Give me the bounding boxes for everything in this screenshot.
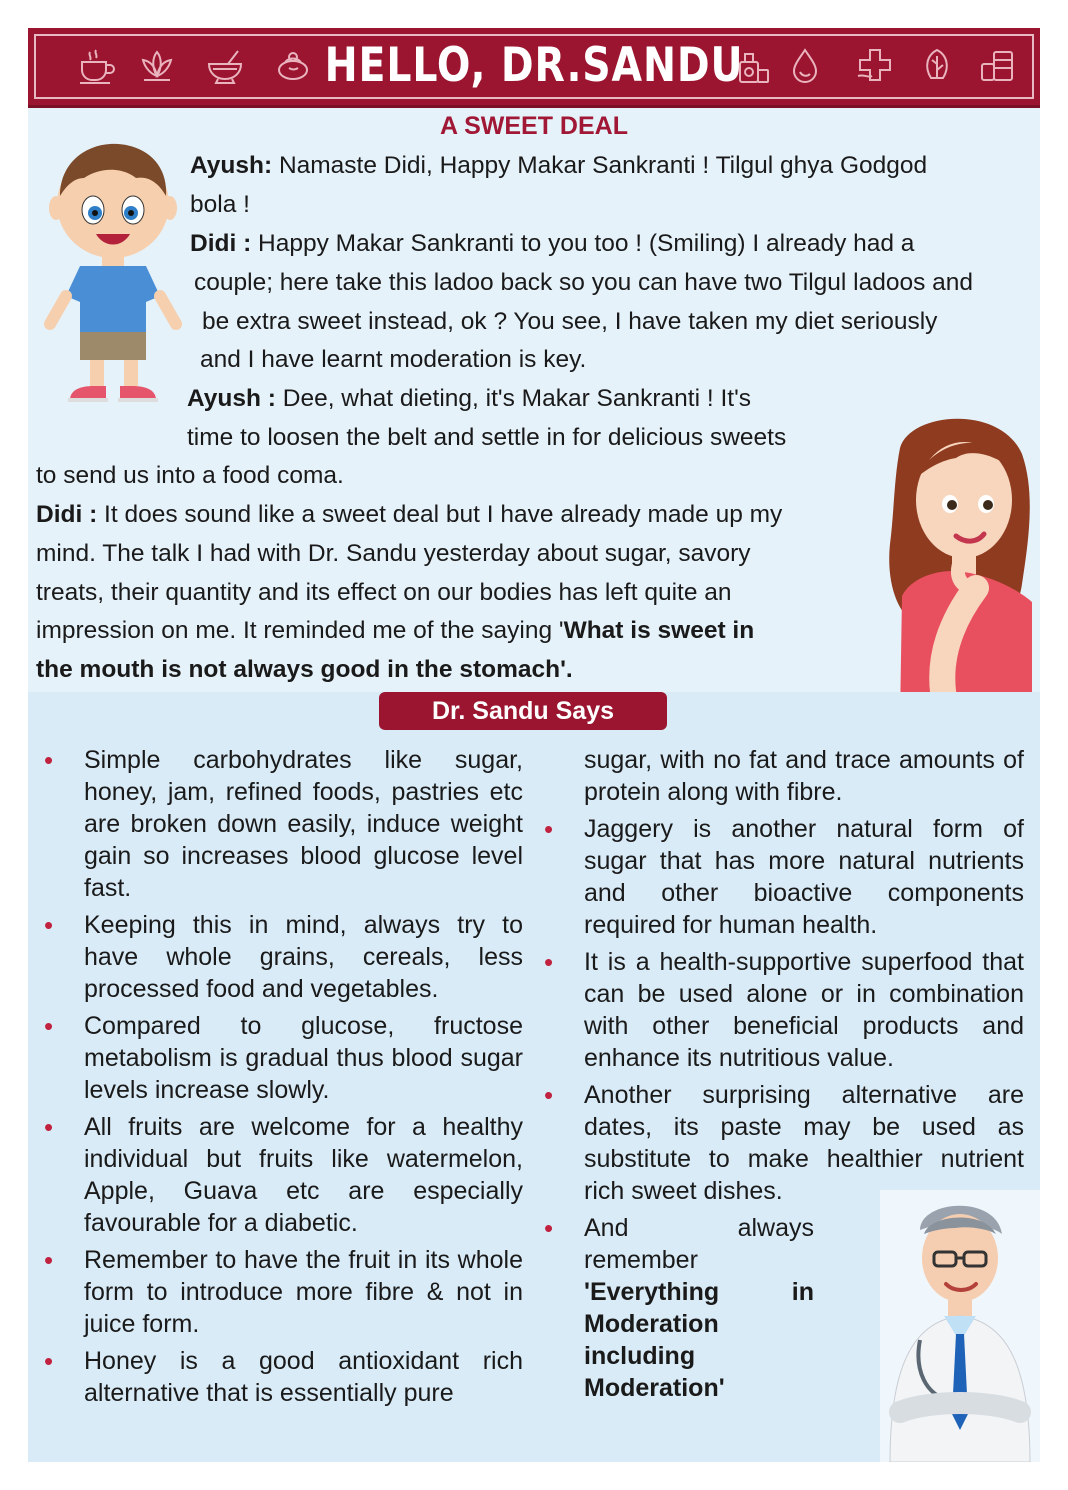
list-item-text: Jaggery is another natural form of sugar that has more natural nutrients and other bioactive components required for human health. <box>584 815 1024 939</box>
dialogue-text: treats, their quantity and its effect on our bodies has left quite an <box>36 579 732 606</box>
list-item-text: sugar, with no fat and trace amounts of protein along with fibre. <box>584 746 1024 806</box>
bullet-icon: • <box>44 1112 54 1142</box>
list-item-text: Simple carbohydrates like sugar, honey, jam, refined foods, pastries etc are broken down easily, induce weight gain so increases blood glucose level fast. <box>84 746 523 902</box>
section-badge: Dr. Sandu Says <box>379 692 667 730</box>
page <box>28 28 1040 1462</box>
drop-icon <box>784 46 826 86</box>
list-item <box>36 1244 523 1340</box>
advice-left-column <box>36 744 523 1414</box>
story-line-8 <box>187 423 786 453</box>
bullet-icon: • <box>44 1011 54 1041</box>
story-line-4 <box>194 268 973 298</box>
story-line-14 <box>36 655 573 685</box>
speaker-didi: Didi : <box>36 501 98 528</box>
list-item-text: It is a health-supportive superfood that can be used alone or in combination with other beneficial products and enhance its nutritious value. <box>584 948 1024 1072</box>
list-item-text: And always remember <box>584 1214 814 1274</box>
list-item <box>536 946 1024 1074</box>
dialogue-text: couple; here take this ladoo back so you can have two Tilgul ladoos and <box>194 269 974 296</box>
mortar-bowl-icon <box>204 46 246 86</box>
moderation-quote: 'Everything in Moderation including Moderation' <box>584 1278 814 1402</box>
speaker-ayush: Ayush : <box>187 385 276 412</box>
leaf-hand-icon <box>916 46 958 86</box>
bullet-icon: • <box>44 910 54 940</box>
boy-illustration <box>38 138 188 408</box>
speaker-didi: Didi : <box>190 230 252 257</box>
list-item <box>36 1345 523 1409</box>
list-item-text: Remember to have the fruit in its whole form to introduce more fibre & not in juice form. <box>84 1246 523 1338</box>
list-item-text: Compared to glucose, fructose metabolism is gradual thus blood sugar levels increase slowly. <box>84 1012 523 1104</box>
bullet-icon: • <box>44 745 54 775</box>
cross-plus-icon <box>854 46 896 86</box>
dialogue-text: It does sound like a sweet deal but I have already made up my <box>97 501 783 528</box>
lotus-icon <box>136 46 178 86</box>
dialogue-text: Happy Makar Sankranti to you too ! (Smiling) I already had a <box>251 230 915 257</box>
dialogue-text: impression on me. It reminded me of the saying ' <box>36 617 564 644</box>
story-line-10 <box>36 500 782 530</box>
dialogue-text: mind. The talk I had with Dr. Sandu yesterday about sugar, savory <box>36 540 751 567</box>
page-title: HELLO, DR.SANDU <box>324 38 744 93</box>
dialogue-text: time to loosen the belt and settle in for delicious sweets <box>187 424 787 451</box>
list-item <box>36 909 523 1005</box>
pill-box-icon <box>978 46 1020 86</box>
dialogue-text: Dee, what dieting, it's Makar Sankranti ! It's <box>275 385 751 412</box>
bullet-icon: • <box>544 1080 554 1110</box>
saying-quote: the mouth is not always good in the stomach <box>36 656 561 683</box>
list-item <box>36 1111 523 1239</box>
list-item-text: All fruits are welcome for a healthy individual but fruits like watermelon, Apple, Guava etc are especially favourable for a diabetic. <box>84 1113 523 1237</box>
list-item <box>536 813 1024 941</box>
story-line-13 <box>36 616 754 646</box>
woman-illustration <box>876 408 1040 720</box>
story-line-5 <box>202 307 937 337</box>
bullet-icon: • <box>44 1245 54 1275</box>
story-line-3 <box>190 229 914 259</box>
story-line-6 <box>200 345 586 375</box>
list-item <box>36 1010 523 1106</box>
herb-icon <box>272 46 314 86</box>
story-line-1 <box>190 151 927 181</box>
list-item <box>536 1079 1024 1207</box>
saying-quote-end: '. <box>560 656 573 683</box>
list-item-text: Keeping this in mind, always try to have whole grains, cereals, less processed food and vegetables. <box>84 911 523 1003</box>
list-item <box>36 744 523 904</box>
dialogue-text: bola ! <box>190 191 250 218</box>
list-item-text: Honey is a good antioxidant rich alternative that is essentially pure <box>84 1347 523 1407</box>
bullet-icon: • <box>544 947 554 977</box>
story-title: A SWEET DEAL <box>440 112 628 140</box>
tea-cup-icon <box>76 46 118 86</box>
dialogue-text: to send us into a food coma. <box>36 462 344 489</box>
story-line-7 <box>187 384 751 414</box>
dialogue-text: Namaste Didi, Happy Makar Sankranti ! Tilgul ghya Godgod <box>272 152 928 179</box>
doctor-illustration <box>880 1190 1040 1462</box>
bullet-icon: • <box>44 1346 54 1376</box>
story-line-12 <box>36 578 732 608</box>
advice-list-left <box>36 744 523 1409</box>
story-line-9 <box>36 461 344 491</box>
list-item-continued <box>536 744 1024 808</box>
header-banner <box>28 28 1040 108</box>
story-line-2 <box>190 190 250 220</box>
bullet-icon: • <box>544 814 554 844</box>
saying-quote: What is sweet in <box>563 617 755 644</box>
dialogue-text: be extra sweet instead, ok ? You see, I have taken my diet seriously <box>202 308 938 335</box>
bullet-icon: • <box>544 1213 554 1243</box>
list-item <box>536 1212 814 1404</box>
list-item-text: Another surprising alternative are dates, its paste may be used as substitute to make healthier nutrient rich sweet dishes. <box>584 1081 1024 1205</box>
bottle-icon <box>732 46 774 86</box>
story-line-11 <box>36 539 751 569</box>
dialogue-text: and I have learnt moderation is key. <box>200 346 587 373</box>
speaker-ayush: Ayush: <box>190 152 273 179</box>
